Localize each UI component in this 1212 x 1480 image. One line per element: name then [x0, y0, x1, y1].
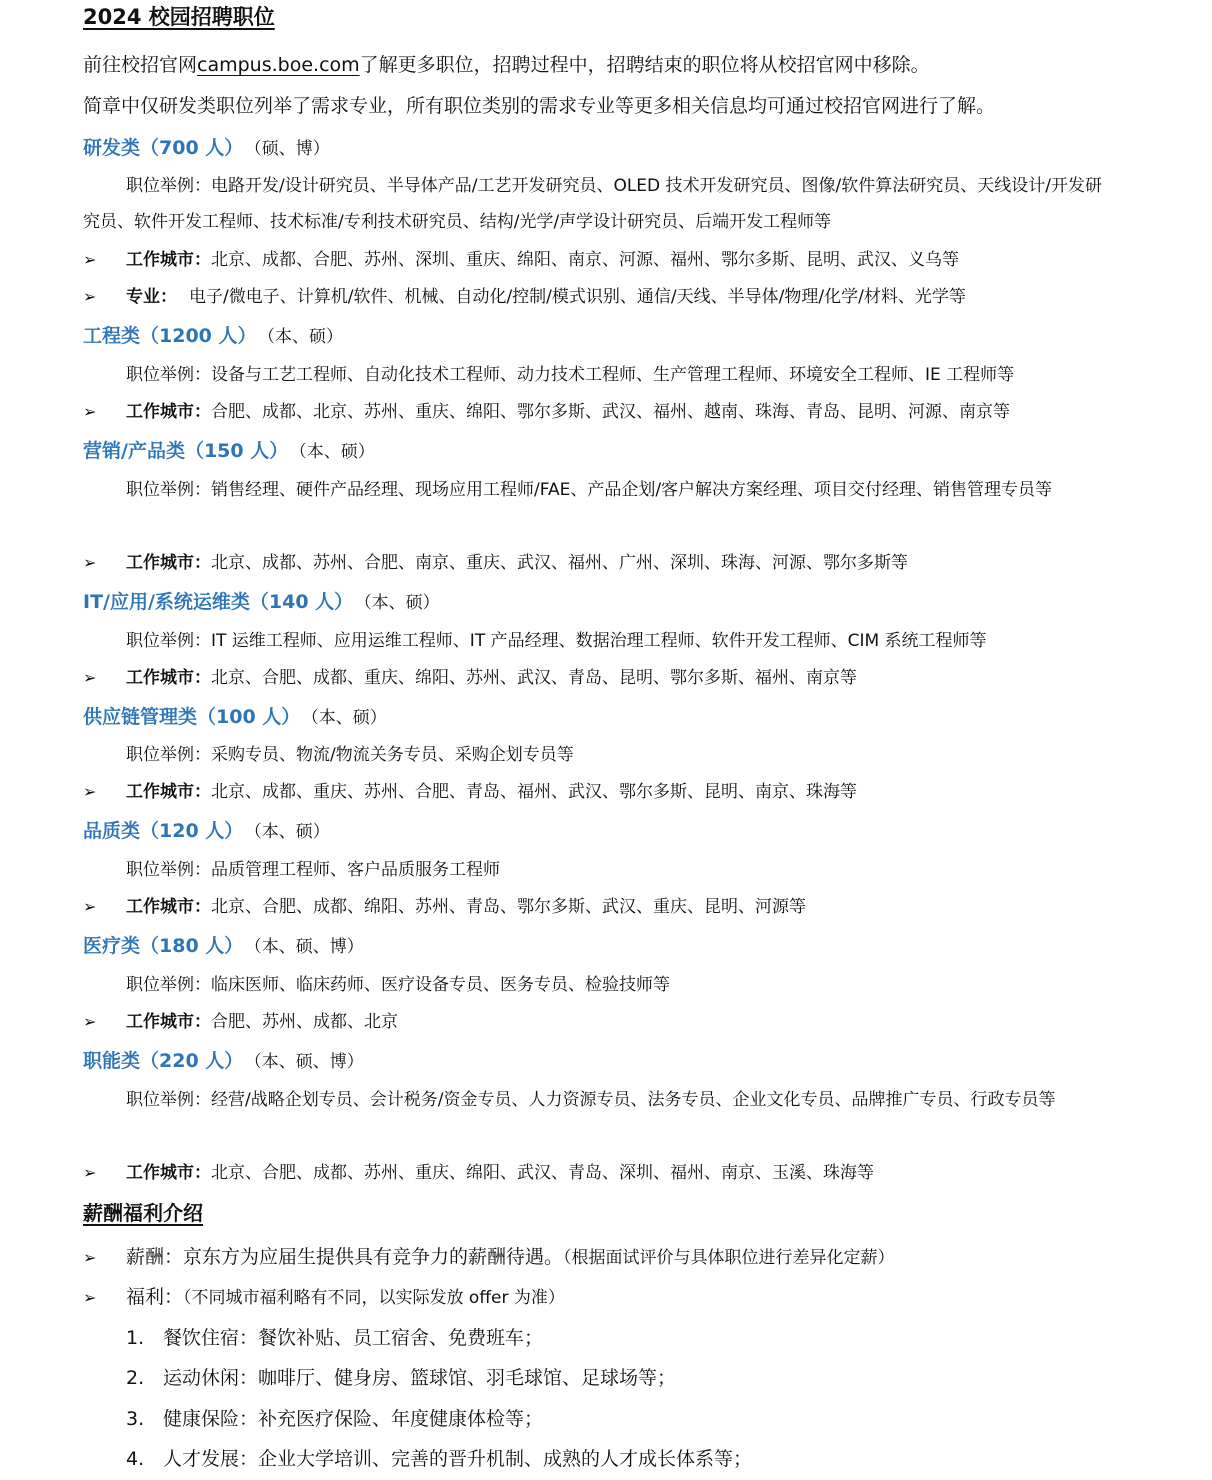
category-examples: 职位举例：电路开发/设计研究员、半导体产品/工艺开发研究员、OLED 技术开发研究员、图像/软件算法研究员、天线设计/开发研究员、软件开发工程师、技术标准/专利技术研究员、结构/光学/声学设计研究员、后端开发工程师等	[83, 176, 1102, 232]
category-heading-engineering	[83, 321, 343, 352]
cities-list: 北京、成都、合肥、苏州、深圳、重庆、绵阳、南京、河源、福州、鄂尔多斯、昆明、武汉、义乌等	[211, 250, 959, 270]
category-name: 职能类（220 人）	[83, 1050, 244, 1072]
salary-row	[83, 1242, 895, 1273]
category-name: IT/应用/系统运维类（140 人）	[83, 591, 354, 613]
category-name: 品质类（120 人）	[83, 820, 244, 842]
welfare-item-text: 人才发展：企业大学培训、完善的晋升机制、成熟的人才成长体系等；	[163, 1448, 753, 1470]
category-examples: 职位举例：设备与工艺工程师、自动化技术工程师、动力技术工程师、生产管理工程师、环境安全工程师、IE 工程师等	[126, 365, 1015, 385]
category-examples: 职位举例：销售经理、硬件产品经理、现场应用工程师/FAE、产品企划/客户解决方案经理、项目交付经理、销售管理专员等	[126, 480, 1053, 500]
cities-label: 工作城市：	[126, 250, 211, 270]
welfare-item	[126, 1363, 676, 1393]
cities-label: 工作城市：	[126, 668, 211, 688]
category-heading-marketing	[83, 436, 375, 467]
cities-list: 合肥、苏州、成都、北京	[211, 1012, 398, 1032]
cities-list: 北京、合肥、成都、绵阳、苏州、青岛、鄂尔多斯、武汉、重庆、昆明、河源等	[211, 897, 806, 917]
salary-note: （根据面试评价与具体职位进行差异化定薪）	[563, 1248, 895, 1268]
category-name: 营销/产品类（150 人）	[83, 440, 289, 462]
arrowhead-bullet-icon: ➢	[83, 668, 97, 687]
category-degree: （本、硕）	[310, 708, 387, 728]
cities-list: 合肥、成都、北京、苏州、重庆、绵阳、鄂尔多斯、武汉、福州、越南、珠海、青岛、昆明、河源、南京等	[211, 402, 1010, 422]
category-degree: （硕、博）	[253, 139, 330, 159]
arrowhead-bullet-icon: ➢	[83, 553, 97, 572]
category-degree: （本、硕）	[253, 822, 330, 842]
cities-list: 北京、成都、苏州、合肥、南京、重庆、武汉、福州、广州、深圳、珠海、河源、鄂尔多斯等	[211, 553, 908, 573]
benefits-title: 薪酬福利介绍	[83, 1201, 203, 1225]
category-cities-row	[83, 663, 857, 693]
category-name: 供应链管理类（100 人）	[83, 706, 301, 728]
page-title: 2024 校园招聘职位	[83, 5, 275, 29]
welfare-note: （不同城市福利略有不同，以实际发放 offer 为准）	[183, 1288, 565, 1308]
category-majors-row	[83, 282, 966, 312]
intro-line-2: 简章中仅研发类职位列举了需求专业，所有职位类别的需求专业等更多相关信息均可通过校招官网进行了解。	[83, 95, 996, 117]
cities-list: 北京、合肥、成都、苏州、重庆、绵阳、武汉、青岛、深圳、福州、南京、玉溪、珠海等	[211, 1163, 874, 1183]
category-heading-medical	[83, 931, 364, 962]
welfare-item	[126, 1404, 543, 1434]
category-heading-supply-chain	[83, 702, 387, 733]
category-name: 研发类（700 人）	[83, 137, 244, 159]
category-examples: 职位举例：经营/战略企划专员、会计税务/资金专员、人力资源专员、法务专员、企业文化专员、品牌推广专员、行政专员等	[126, 1090, 1056, 1110]
category-cities-row	[83, 1158, 874, 1188]
cities-list: 北京、合肥、成都、重庆、绵阳、苏州、武汉、青岛、昆明、鄂尔多斯、福州、南京等	[211, 668, 857, 688]
intro-line-1	[83, 50, 930, 80]
category-name: 工程类（1200 人）	[83, 325, 257, 347]
category-cities-row	[83, 892, 806, 922]
category-degree: （本、硕、博）	[253, 937, 364, 957]
category-examples: 职位举例：品质管理工程师、客户品质服务工程师	[126, 860, 500, 880]
category-heading-rd	[83, 133, 330, 164]
welfare-row	[83, 1282, 565, 1313]
cities-label: 工作城市：	[126, 1163, 211, 1183]
arrowhead-bullet-icon: ➢	[83, 897, 97, 916]
welfare-item-text: 运动休闲：咖啡厅、健身房、篮球馆、羽毛球馆、足球场等；	[163, 1367, 677, 1389]
intro-line-1-prefix: 前往校招官网	[83, 54, 198, 76]
category-degree: （本、硕）	[266, 327, 343, 347]
category-cities-row	[83, 777, 857, 807]
category-cities-row	[83, 548, 908, 578]
arrowhead-bullet-icon: ➢	[83, 1012, 97, 1031]
category-name: 医疗类（180 人）	[83, 935, 244, 957]
category-degree: （本、硕）	[298, 442, 375, 462]
category-cities-row	[83, 397, 1010, 427]
category-cities-row	[83, 245, 959, 275]
intro-line-1-suffix: 了解更多职位，招聘过程中，招聘结束的职位将从校招官网中移除。	[359, 54, 930, 76]
category-degree: （本、硕、博）	[253, 1052, 364, 1072]
category-degree: （本、硕）	[363, 593, 440, 613]
arrowhead-bullet-icon: ➢	[83, 250, 97, 269]
majors-label: 专业：	[126, 287, 177, 307]
welfare-item-number: 4.	[126, 1448, 145, 1470]
category-heading-quality	[83, 816, 330, 847]
welfare-item-number: 2.	[126, 1367, 145, 1389]
cities-list: 北京、成都、重庆、苏州、合肥、青岛、福州、武汉、鄂尔多斯、昆明、南京、珠海等	[211, 782, 857, 802]
cities-label: 工作城市：	[126, 553, 211, 573]
campus-site-link[interactable]: campus.boe.com	[197, 54, 360, 76]
arrowhead-bullet-icon: ➢	[83, 402, 97, 421]
category-heading-it	[83, 587, 440, 618]
cities-label: 工作城市：	[126, 1012, 211, 1032]
arrowhead-bullet-icon: ➢	[83, 287, 97, 306]
category-cities-row	[83, 1007, 398, 1037]
arrowhead-bullet-icon: ➢	[83, 1248, 97, 1267]
arrowhead-bullet-icon: ➢	[83, 782, 97, 801]
welfare-text: 福利：	[126, 1286, 184, 1308]
arrowhead-bullet-icon: ➢	[83, 1163, 97, 1182]
welfare-item	[126, 1444, 752, 1474]
welfare-item-text: 餐饮住宿：餐饮补贴、员工宿舍、免费班车；	[163, 1327, 544, 1349]
arrowhead-bullet-icon: ➢	[83, 1288, 97, 1307]
welfare-item-text: 健康保险：补充医疗保险、年度健康体检等；	[163, 1408, 544, 1430]
category-examples: 职位举例：IT 运维工程师、应用运维工程师、IT 产品经理、数据治理工程师、软件开发工程师、CIM 系统工程师等	[126, 631, 987, 651]
welfare-item-number: 1.	[126, 1327, 145, 1349]
majors-list: 电子/微电子、计算机/软件、机械、自动化/控制/模式识别、通信/天线、半导体/物理/化学/材料、光学等	[189, 287, 966, 307]
cities-label: 工作城市：	[126, 402, 211, 422]
welfare-item	[126, 1323, 543, 1353]
cities-label: 工作城市：	[126, 897, 211, 917]
category-examples: 职位举例：采购专员、物流/物流关务专员、采购企划专员等	[126, 745, 574, 765]
cities-label: 工作城市：	[126, 782, 211, 802]
category-examples: 职位举例：临床医师、临床药师、医疗设备专员、医务专员、检验技师等	[126, 975, 670, 995]
category-heading-functional	[83, 1046, 364, 1077]
welfare-item-number: 3.	[126, 1408, 145, 1430]
salary-text: 薪酬：京东方为应届生提供具有竞争力的薪酬待遇。	[126, 1246, 564, 1268]
